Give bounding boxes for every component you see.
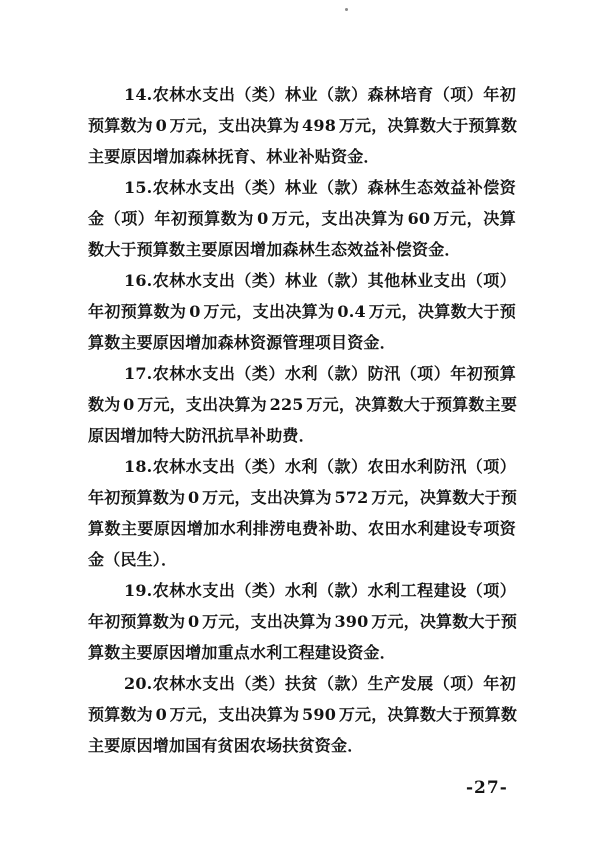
text-line: 算数主要原因增加森林资源管理项目资金． bbox=[88, 333, 396, 352]
text-line: 14.农林水支出（类）林业（款）森林培育（项）年初 bbox=[124, 85, 516, 104]
text-line: 主要原因增加国有贫困农场扶贫资金． bbox=[88, 736, 364, 755]
paragraph-18 bbox=[88, 451, 516, 575]
text-line: 20.农林水支出（类）扶贫（款）生产发展（项）年初 bbox=[124, 674, 516, 693]
text-line: 17.农林水支出（类）水利（款）防汛（项）年初预算 bbox=[124, 364, 516, 383]
text-line: 16.农林水支出（类）林业（款）其他林业支出（项） bbox=[124, 271, 516, 290]
paragraph-16 bbox=[88, 265, 516, 358]
paragraph-14 bbox=[88, 79, 516, 172]
text-line: 数大于预算数主要原因增加森林生态效益补偿资金． bbox=[88, 240, 461, 259]
text-line: 15.农林水支出（类）林业（款）森林生态效益补偿资 bbox=[124, 178, 516, 197]
paragraph-20 bbox=[88, 668, 516, 761]
text-line: 算数主要原因增加重点水利工程建设资金． bbox=[88, 643, 396, 662]
scan-artifact-dot bbox=[345, 8, 348, 11]
page-number: -27- bbox=[466, 778, 508, 798]
text-line: 年初预算数为 0 万元，支出决算为 390 万元，决算数大于预 bbox=[88, 612, 518, 631]
text-line: 19.农林水支出（类）水利（款）水利工程建设（项） bbox=[124, 581, 516, 600]
text-line: 算数主要原因增加水利排涝电费补助、农田水利建设专项资 bbox=[88, 519, 516, 538]
text-line: 数为 0 万元，支出决算为 225 万元，决算数大于预算数主要 bbox=[88, 395, 518, 414]
text-line: 金（民生）． bbox=[88, 550, 178, 569]
text-block bbox=[88, 79, 516, 761]
text-line: 18.农林水支出（类）水利（款）农田水利防汛（项） bbox=[124, 457, 516, 476]
text-line: 年初预算数为 0 万元，支出决算为 572 万元，决算数大于预 bbox=[88, 488, 518, 507]
text-line: 主要原因增加森林抚育、林业补贴资金． bbox=[88, 147, 380, 166]
paragraph-15 bbox=[88, 172, 516, 265]
text-line: 原因增加特大防汛抗旱补助费． bbox=[88, 426, 315, 445]
text-line: 金（项）年初预算数为 0 万元，支出决算为 60 万元，决算 bbox=[88, 209, 516, 228]
paragraph-19 bbox=[88, 575, 516, 668]
text-line: 预算数为 0 万元，支出决算为 498 万元，决算数大于预算数 bbox=[88, 116, 518, 135]
text-line: 年初预算数为 0 万元，支出决算为 0.4 万元，决算数大于预 bbox=[88, 302, 516, 321]
text-line: 预算数为 0 万元，支出决算为 590 万元，决算数大于预算数 bbox=[88, 705, 518, 724]
paragraph-17 bbox=[88, 358, 516, 451]
